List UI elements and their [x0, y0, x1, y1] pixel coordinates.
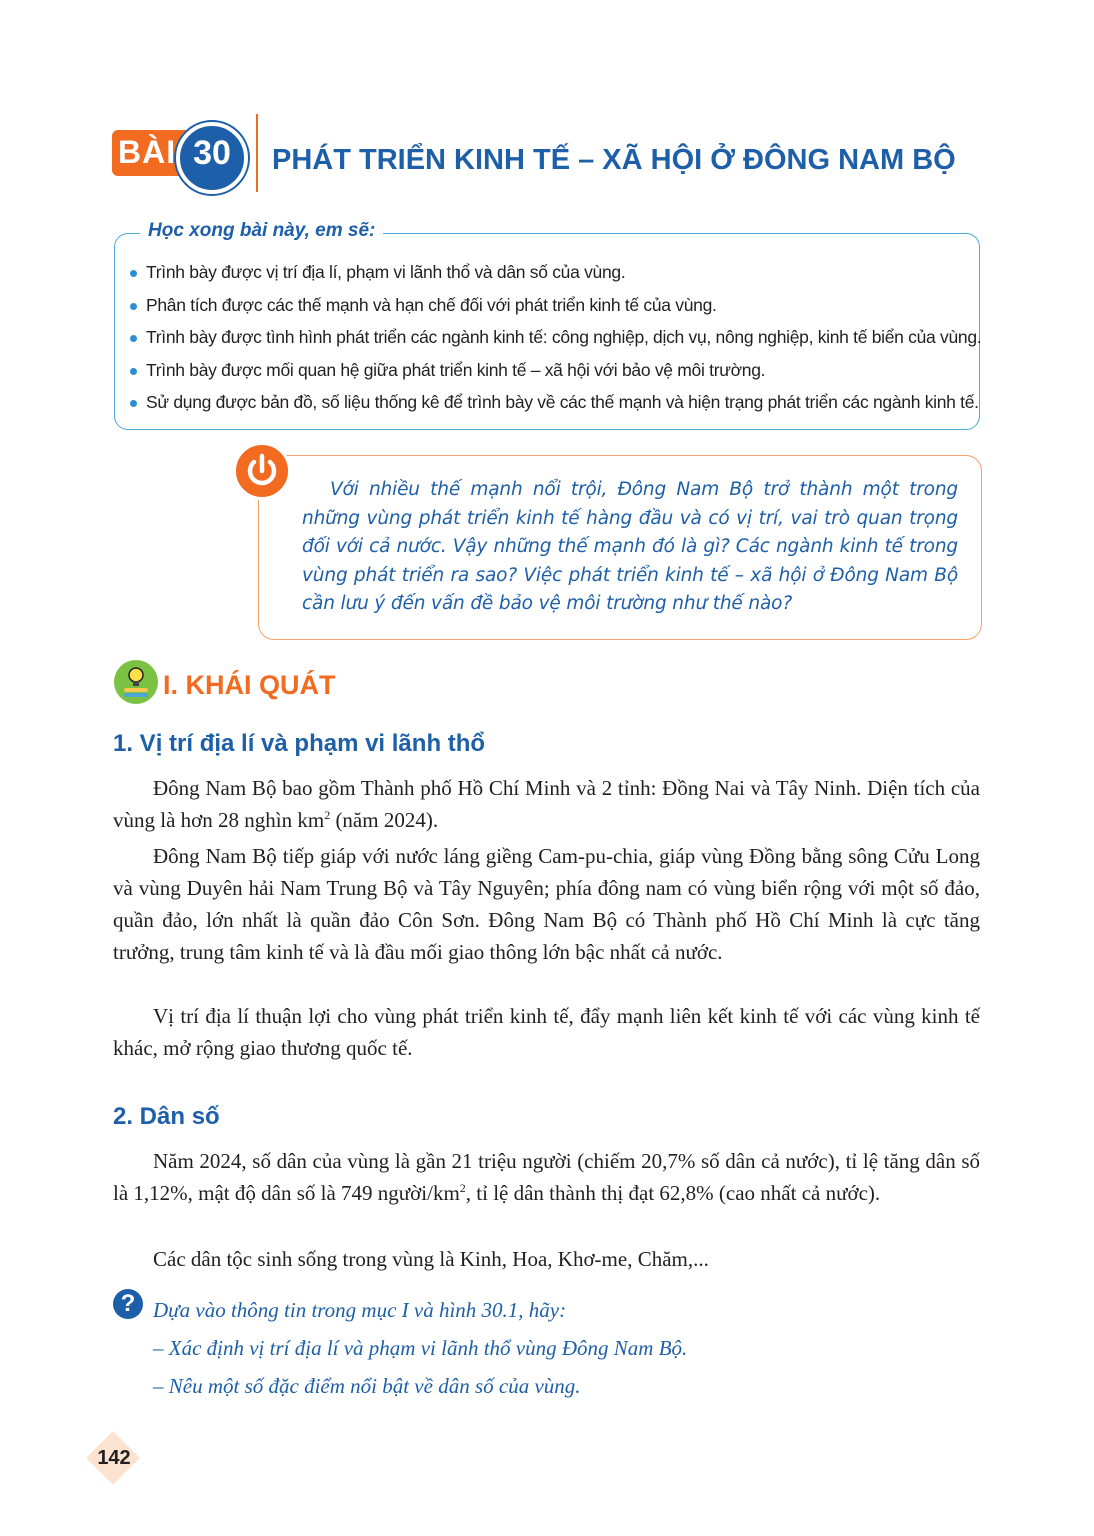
subheading-population: 2. Dân số	[113, 1103, 220, 1130]
objective-item: Phân tích được các thế mạnh và hạn chế đối với phát triển kinh tế của vùng.	[128, 289, 974, 322]
lightbulb-icon	[114, 660, 158, 704]
question-prompt: Dựa vào thông tin trong mục I và hình 30.1, hãy:	[153, 1298, 567, 1322]
paragraph-ethnic-groups: Các dân tộc sinh sống trong vùng là Kinh, Hoa, Khơ-me, Chăm,...	[153, 1247, 709, 1271]
question-item: – Xác định vị trí địa lí và phạm vi lãnh thổ vùng Đông Nam Bộ.	[153, 1336, 688, 1360]
power-icon	[233, 442, 291, 500]
objective-item: Trình bày được mối quan hệ giữa phát triển kinh tế – xã hội với bảo vệ môi trường.	[128, 354, 974, 387]
objectives-heading: Học xong bài này, em sẽ:	[140, 220, 383, 242]
subheading-location: 1. Vị trí địa lí và phạm vi lãnh thổ	[113, 730, 486, 757]
objective-item: Sử dụng được bản đồ, số liệu thống kê để trình bày về các thế mạnh và hiện trạng phát triển các ngành kinh tế.	[128, 386, 974, 419]
lesson-title: PHÁT TRIỂN KINH TẾ – XÃ HỘI Ở ĐÔNG NAM BỘ	[272, 144, 956, 176]
page-number: 142	[97, 1447, 131, 1469]
objective-item: Trình bày được tình hình phát triển các ngành kinh tế: công nghiệp, dịch vụ, nông nghiệp, kinh tế biển của vùng.	[128, 321, 974, 354]
paragraph-advantage: Vị trí địa lí thuận lợi cho vùng phát triển kinh tế, đẩy mạnh liên kết kinh tế với các vùng kinh tế khác, mở rộng giao thương quốc tế.	[113, 1004, 980, 1060]
lesson-badge-label: BÀI	[118, 134, 177, 170]
lesson-number: 30	[193, 134, 231, 172]
paragraph-population: Năm 2024, số dân của vùng là gần 21 triệu người (chiếm 20,7% số dân cả nước), tỉ lệ tăng dân số là 1,12%, mật độ dân số là 749 người/$km^2$, tỉ lệ dân thành thị đạt 62,8% (cao nhất cả nước).	[113, 1149, 980, 1205]
paragraph-borders: Đông Nam Bộ tiếp giáp với nước láng giềng Cam-pu-chia, giáp vùng Đồng bằng sông Cửu Long và vùng Duyên hải Nam Trung Bộ và Tây Nguyên; phía đông nam có vùng biển rộng với một số đảo, quần đảo, lớn nhất là quần đảo Côn Sơn. Đông Nam Bộ có Thành phố Hồ Chí Minh là cực tăng trưởng, trung tâm kinh tế và là đầu mối giao thông lớn bậc nhất cả nước.	[113, 844, 980, 964]
question-item: – Nêu một số đặc điểm nổi bật về dân số của vùng.	[153, 1374, 581, 1398]
title-divider	[256, 114, 258, 192]
objective-item: Trình bày được vị trí địa lí, phạm vi lãnh thổ và dân số của vùng.	[128, 256, 974, 289]
paragraph-area: Đông Nam Bộ bao gồm Thành phố Hồ Chí Minh và 2 tỉnh: Đồng Nai và Tây Ninh. Diện tích của vùng là hơn 28 nghìn $km^2$ (năm 2024).	[113, 776, 980, 832]
question-icon: ?	[113, 1289, 143, 1319]
section-heading: I. KHÁI QUÁT	[163, 670, 336, 700]
intro-text: Với nhiều thế mạnh nổi trội, Đông Nam Bộ trở thành một trong những vùng phát triển kinh tế hàng đầu và có vị trí, vai trò quan trọng đối với cả nước. Vậy những thế mạnh đó là gì? Các ngành kinh tế trong vùng phát triển ra sao? Việc phát triển kinh tế – xã hội ở Đông Nam Bộ cần lưu ý đến vấn đề bảo vệ môi trường như thế nào?	[302, 479, 958, 615]
objectives-list	[128, 256, 982, 419]
